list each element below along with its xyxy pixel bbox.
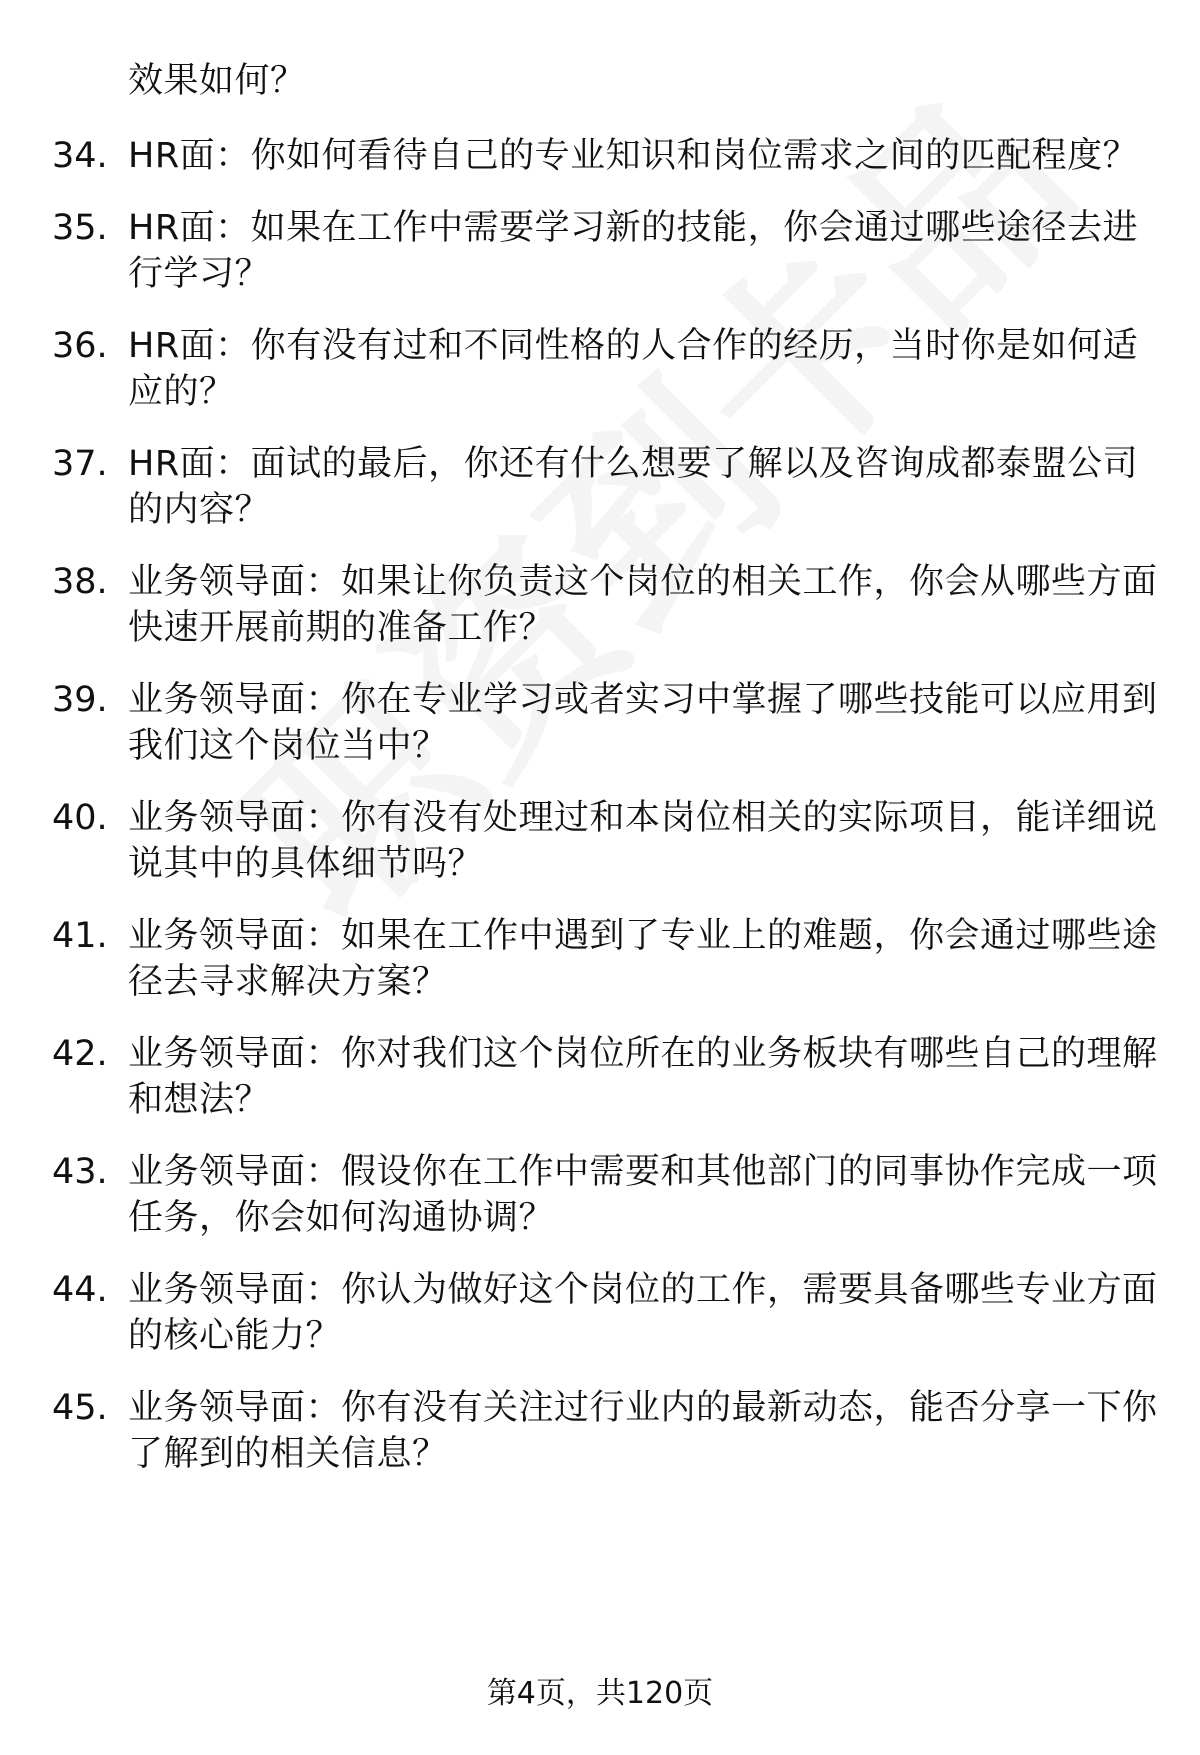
question-text: 业务领导面：你有没有关注过行业内的最新动态，能否分享一下你了解到的相关信息？ [128,1388,1158,1474]
question-number: 38. [52,562,108,602]
question-number: 44. [52,1270,108,1310]
continued-question-text: 效果如何？ [128,61,306,101]
question-number: 40. [52,798,108,838]
question-text: 业务领导面：如果在工作中遇到了专业上的难题，你会通过哪些途径去寻求解决方案？ [128,916,1158,1002]
question-number: 41. [52,916,108,956]
question-number: 43. [52,1152,108,1192]
question-text: 业务领导面：如果让你负责这个岗位的相关工作，你会从哪些方面快速开展前期的准备工作？ [128,562,1158,648]
question-number: 42. [52,1034,108,1074]
question-text: HR面：你有没有过和不同性格的人合作的经历，当时你是如何适应的？ [128,326,1139,412]
question-number: 36. [52,326,108,366]
page-footer: 第4页，共120页 [486,1676,714,1711]
question-text: HR面：如果在工作中需要学习新的技能，你会通过哪些途径去进行学习？ [128,208,1139,294]
question-number: 45. [52,1388,108,1428]
question-number: 34. [52,136,108,176]
question-text: HR面：面试的最后，你还有什么想要了解以及咨询成都泰盟公司的内容？ [128,444,1139,530]
question-number: 35. [52,208,108,248]
question-text: HR面：你如何看待自己的专业知识和岗位需求之间的匹配程度？ [128,136,1139,176]
question-number: 39. [52,680,108,720]
question-text: 业务领导面：假设你在工作中需要和其他部门的同事协作完成一项任务，你会如何沟通协调？ [128,1152,1158,1238]
question-text: 业务领导面：你对我们这个岗位所在的业务板块有哪些自己的理解和想法？ [128,1034,1158,1120]
question-text: 业务领导面：你认为做好这个岗位的工作，需要具备哪些专业方面的核心能力？ [128,1270,1158,1356]
question-text: 业务领导面：你有没有处理过和本岗位相关的实际项目，能详细说说其中的具体细节吗？ [128,798,1158,884]
question-number: 37. [52,444,108,484]
question-text: 业务领导面：你在专业学习或者实习中掌握了哪些技能可以应用到我们这个岗位当中？ [128,680,1158,766]
